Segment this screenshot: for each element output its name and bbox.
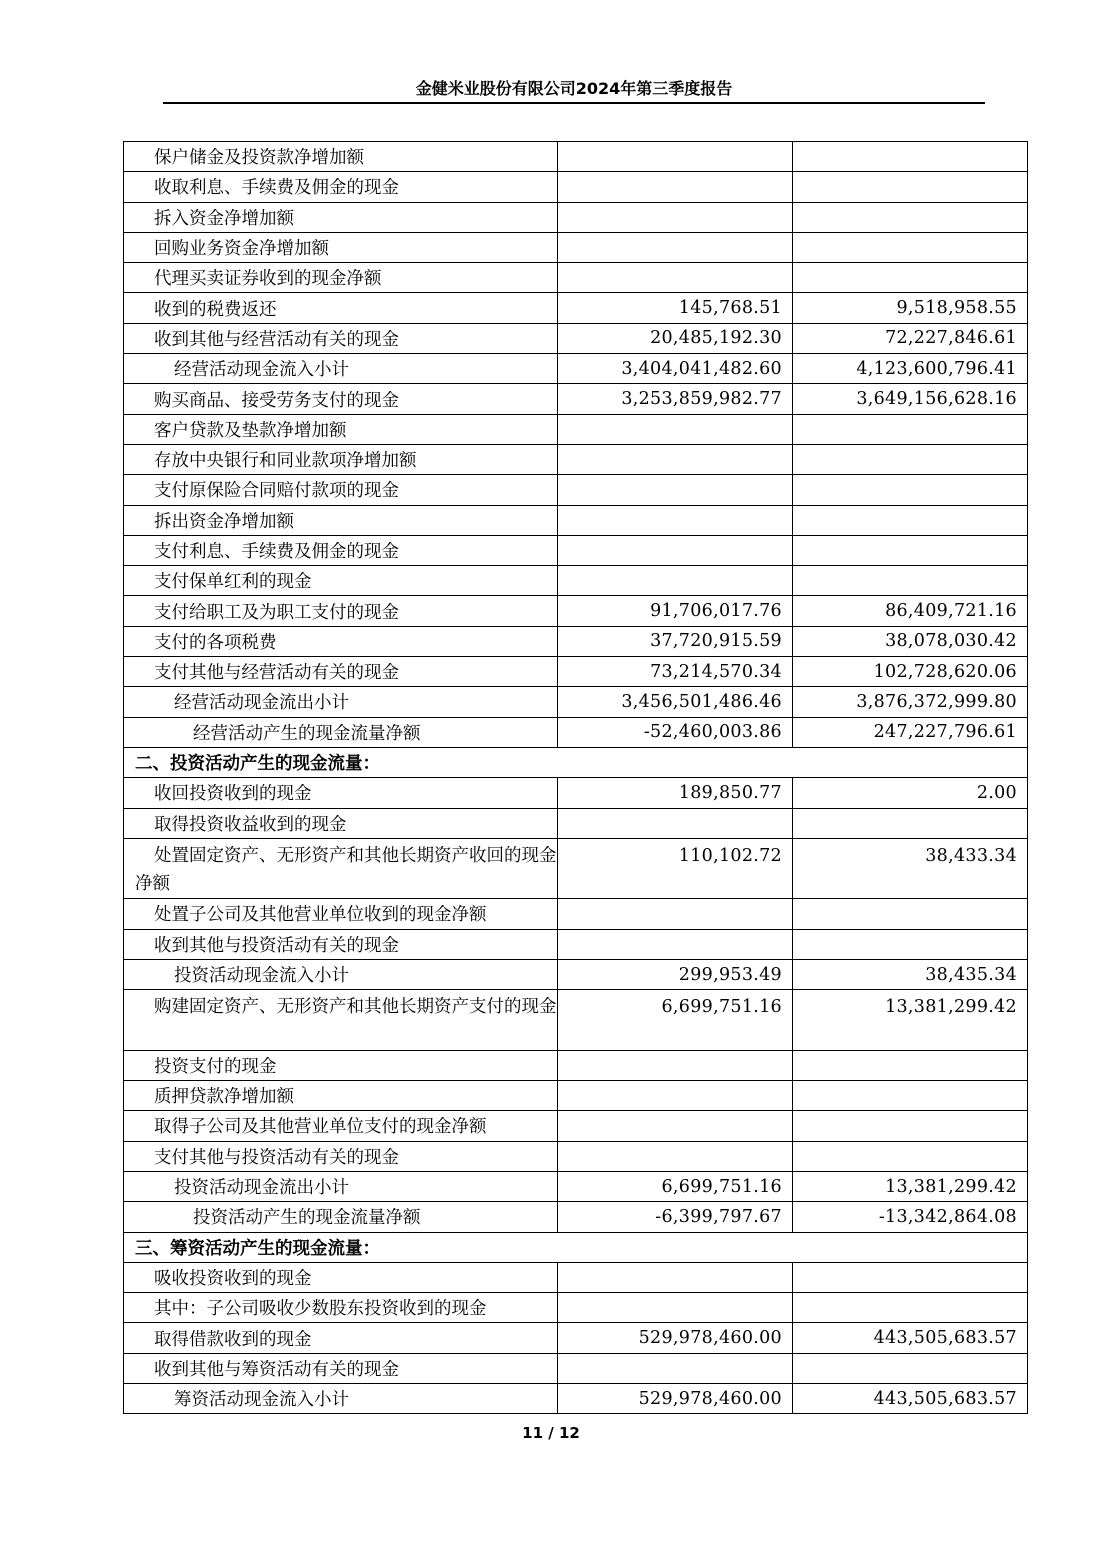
cash-flow-table [123, 141, 1028, 1414]
prior-period-value [793, 1050, 1028, 1080]
prior-period-value: 102,728,620.06 [793, 657, 1028, 687]
current-period-value [558, 566, 793, 596]
table-row [124, 1050, 1028, 1080]
current-period-value: 189,850.77 [558, 778, 793, 808]
table-row [124, 687, 1028, 717]
row-label: 其中：子公司吸收少数股东投资收到的现金 [124, 1293, 558, 1323]
prior-period-value: 247,227,796.61 [793, 717, 1028, 747]
current-period-value: 3,404,041,482.60 [558, 354, 793, 384]
current-period-value: 3,456,501,486.46 [558, 687, 793, 717]
prior-period-value: 72,227,846.61 [793, 323, 1028, 353]
current-period-value [558, 1050, 793, 1080]
current-period-value: 529,978,460.00 [558, 1383, 793, 1413]
table-row [124, 505, 1028, 535]
current-period-value [558, 1262, 793, 1292]
prior-period-value: 3,649,156,628.16 [793, 384, 1028, 414]
current-period-value: 91,706,017.76 [558, 596, 793, 626]
current-period-value [558, 535, 793, 565]
current-period-value [558, 1293, 793, 1323]
current-period-value [558, 444, 793, 474]
row-label: 取得投资收益收到的现金 [124, 808, 558, 838]
table-row [124, 1293, 1028, 1323]
row-label: 取得子公司及其他营业单位支付的现金净额 [124, 1111, 558, 1141]
row-label: 收到其他与筹资活动有关的现金 [124, 1353, 558, 1383]
row-label: 支付保单红利的现金 [124, 566, 558, 596]
table-row [124, 626, 1028, 656]
prior-period-value: 13,381,299.42 [793, 990, 1028, 1051]
section-title: 二、投资活动产生的现金流量： [124, 747, 1028, 777]
table-row [124, 657, 1028, 687]
prior-period-value [793, 172, 1028, 202]
current-period-value: 6,699,751.16 [558, 1171, 793, 1201]
current-period-value: 110,102.72 [558, 838, 793, 899]
current-period-value [558, 1141, 793, 1171]
prior-period-value [793, 808, 1028, 838]
row-label: 吸收投资收到的现金 [124, 1262, 558, 1292]
current-period-value: 3,253,859,982.77 [558, 384, 793, 414]
table-row [124, 1323, 1028, 1353]
row-label: 回购业务资金净增加额 [124, 232, 558, 262]
current-period-value: 6,699,751.16 [558, 990, 793, 1051]
row-label: 收到的税费返还 [124, 293, 558, 323]
row-label: 拆入资金净增加额 [124, 202, 558, 232]
row-label: 处置固定资产、无形资产和其他长期资产收回的现金净额 [124, 838, 558, 899]
row-label: 筹资活动现金流入小计 [124, 1383, 558, 1413]
cash-flow-table-body [124, 142, 1028, 1414]
row-label: 收到其他与经营活动有关的现金 [124, 323, 558, 353]
row-label: 支付其他与投资活动有关的现金 [124, 1141, 558, 1171]
table-row [124, 1202, 1028, 1232]
row-label: 质押贷款净增加额 [124, 1081, 558, 1111]
table-row [124, 1171, 1028, 1201]
table-row [124, 354, 1028, 384]
prior-period-value [793, 263, 1028, 293]
prior-period-value: 38,435.34 [793, 959, 1028, 989]
row-label: 支付利息、手续费及佣金的现金 [124, 535, 558, 565]
row-label: 购建固定资产、无形资产和其他长期资产支付的现金 [124, 990, 558, 1051]
table-row [124, 808, 1028, 838]
prior-period-value [793, 899, 1028, 929]
table-row [124, 444, 1028, 474]
row-label: 投资活动现金流入小计 [124, 959, 558, 989]
current-period-value [558, 1111, 793, 1141]
prior-period-value: 443,505,683.57 [793, 1323, 1028, 1353]
table-row [124, 1353, 1028, 1383]
table-row [124, 384, 1028, 414]
table-row [124, 929, 1028, 959]
prior-period-value [793, 566, 1028, 596]
row-label: 支付给职工及为职工支付的现金 [124, 596, 558, 626]
table-row [124, 566, 1028, 596]
current-period-value: 529,978,460.00 [558, 1323, 793, 1353]
row-label: 经营活动产生的现金流量净额 [124, 717, 558, 747]
header-divider [163, 102, 985, 104]
prior-period-value [793, 414, 1028, 444]
table-row [124, 596, 1028, 626]
table-row [124, 1141, 1028, 1171]
prior-period-value [793, 1262, 1028, 1292]
table-row [124, 535, 1028, 565]
prior-period-value [793, 1353, 1028, 1383]
prior-period-value [793, 444, 1028, 474]
table-row [124, 838, 1028, 899]
prior-period-value: 38,078,030.42 [793, 626, 1028, 656]
row-label: 投资支付的现金 [124, 1050, 558, 1080]
current-period-value [558, 1353, 793, 1383]
report-header-title: 金健米业股份有限公司2024年第三季度报告 [415, 79, 733, 98]
current-period-value [558, 202, 793, 232]
page-number: 11 / 12 [522, 1424, 580, 1442]
current-period-value [558, 142, 793, 172]
current-period-value [558, 808, 793, 838]
current-period-value [558, 505, 793, 535]
table-row [124, 323, 1028, 353]
table-row [124, 232, 1028, 262]
row-label: 支付原保险合同赔付款项的现金 [124, 475, 558, 505]
table-row [124, 1111, 1028, 1141]
row-label: 投资活动现金流出小计 [124, 1171, 558, 1201]
row-label: 收回投资收到的现金 [124, 778, 558, 808]
current-period-value [558, 475, 793, 505]
table-row [124, 293, 1028, 323]
row-label: 投资活动产生的现金流量净额 [124, 1202, 558, 1232]
table-row [124, 717, 1028, 747]
prior-period-value: 3,876,372,999.80 [793, 687, 1028, 717]
current-period-value: 37,720,915.59 [558, 626, 793, 656]
row-label: 支付的各项税费 [124, 626, 558, 656]
current-period-value: -52,460,003.86 [558, 717, 793, 747]
row-label: 收取利息、手续费及佣金的现金 [124, 172, 558, 202]
table-row [124, 414, 1028, 444]
table-row [124, 778, 1028, 808]
row-label: 代理买卖证券收到的现金净额 [124, 263, 558, 293]
table-row [124, 959, 1028, 989]
row-label: 经营活动现金流出小计 [124, 687, 558, 717]
table-row [124, 202, 1028, 232]
current-period-value: 299,953.49 [558, 959, 793, 989]
prior-period-value [793, 1081, 1028, 1111]
prior-period-value [793, 1111, 1028, 1141]
row-label: 拆出资金净增加额 [124, 505, 558, 535]
current-period-value: -6,399,797.67 [558, 1202, 793, 1232]
current-period-value [558, 172, 793, 202]
row-label: 经营活动现金流入小计 [124, 354, 558, 384]
row-label: 保户储金及投资款净增加额 [124, 142, 558, 172]
prior-period-value [793, 232, 1028, 262]
table-row [124, 1262, 1028, 1292]
row-label: 处置子公司及其他营业单位收到的现金净额 [124, 899, 558, 929]
row-label: 购买商品、接受劳务支付的现金 [124, 384, 558, 414]
section-header-row [124, 747, 1028, 777]
current-period-value [558, 263, 793, 293]
row-label: 取得借款收到的现金 [124, 1323, 558, 1353]
section-header-row [124, 1232, 1028, 1262]
section-title: 三、筹资活动产生的现金流量： [124, 1232, 1028, 1262]
prior-period-value [793, 929, 1028, 959]
table-row [124, 1081, 1028, 1111]
prior-period-value: 443,505,683.57 [793, 1383, 1028, 1413]
prior-period-value [793, 1141, 1028, 1171]
prior-period-value [793, 535, 1028, 565]
table-row [124, 475, 1028, 505]
current-period-value [558, 899, 793, 929]
prior-period-value: 2.00 [793, 778, 1028, 808]
prior-period-value [793, 202, 1028, 232]
current-period-value [558, 414, 793, 444]
table-row [124, 899, 1028, 929]
prior-period-value: 4,123,600,796.41 [793, 354, 1028, 384]
current-period-value: 145,768.51 [558, 293, 793, 323]
table-row [124, 172, 1028, 202]
prior-period-value [793, 475, 1028, 505]
row-label: 客户贷款及垫款净增加额 [124, 414, 558, 444]
prior-period-value: 86,409,721.16 [793, 596, 1028, 626]
table-row [124, 142, 1028, 172]
current-period-value: 73,214,570.34 [558, 657, 793, 687]
table-row [124, 1383, 1028, 1413]
row-label: 存放中央银行和同业款项净增加额 [124, 444, 558, 474]
prior-period-value [793, 1293, 1028, 1323]
row-label: 支付其他与经营活动有关的现金 [124, 657, 558, 687]
prior-period-value: 13,381,299.42 [793, 1171, 1028, 1201]
table-row [124, 263, 1028, 293]
prior-period-value: -13,342,864.08 [793, 1202, 1028, 1232]
table-row [124, 990, 1028, 1051]
current-period-value [558, 232, 793, 262]
prior-period-value [793, 142, 1028, 172]
row-label: 收到其他与投资活动有关的现金 [124, 929, 558, 959]
current-period-value: 20,485,192.30 [558, 323, 793, 353]
current-period-value [558, 929, 793, 959]
prior-period-value [793, 505, 1028, 535]
prior-period-value: 9,518,958.55 [793, 293, 1028, 323]
prior-period-value: 38,433.34 [793, 838, 1028, 899]
current-period-value [558, 1081, 793, 1111]
